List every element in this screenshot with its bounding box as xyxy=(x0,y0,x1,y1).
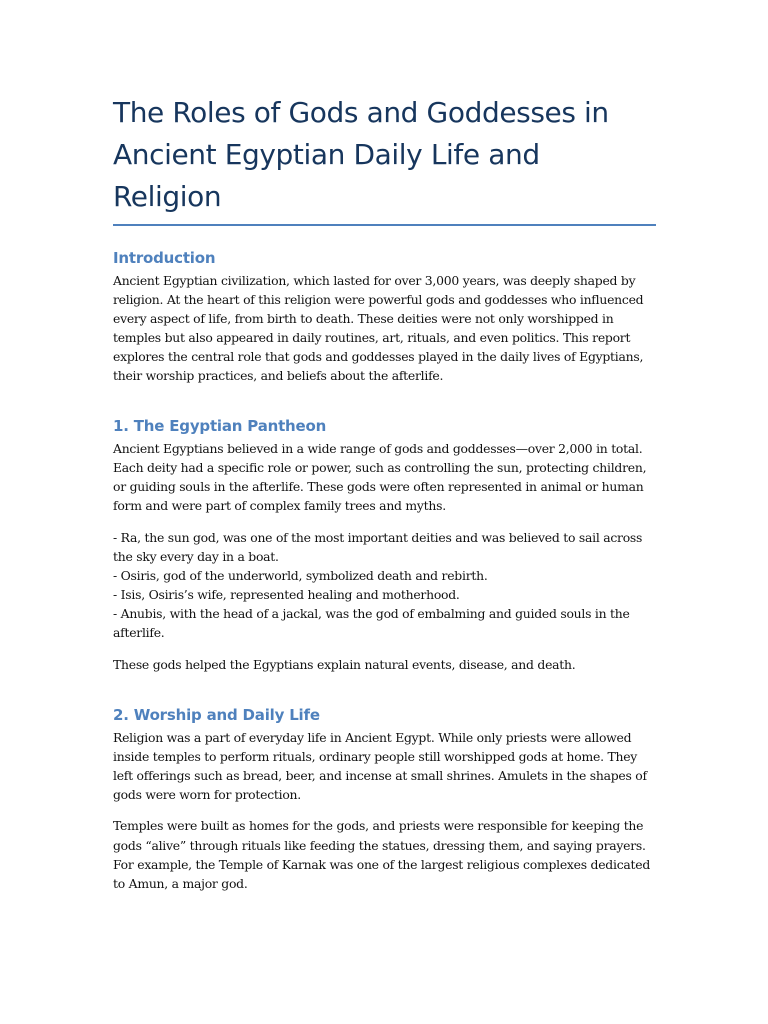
pantheon-paragraph: Ancient Egyptians believed in a wide range of gods and goddesses—over 2,000 in total. Each deity had a specific role or power, such as controlling the sun, protecting children, or guiding souls in the afterlife. These gods were often represented in animal or human form and were part of complex family trees and myths. xyxy=(113,441,647,514)
document-title: The Roles of Gods and Goddesses in Ancient Egyptian Daily Life and Religion xyxy=(113,96,609,213)
section-heading-pantheon: 1. The Egyptian Pantheon xyxy=(113,417,327,436)
section-spacer xyxy=(113,398,656,416)
deity-list-item-anubis: - Anubis, with the head of a jackal, was the god of embalming and guided souls in the afterlife. xyxy=(113,606,630,641)
deity-list-item-ra: - Ra, the sun god, was one of the most important deities and was believed to sail across the sky every day in a boat. xyxy=(113,529,643,565)
deity-list-item-isis: - Isis, Osiris’s wife, represented healing and motherhood. xyxy=(113,587,460,603)
pantheon-closing-paragraph: These gods helped the Egyptians explain natural events, disease, and death. xyxy=(113,657,576,672)
title-underline xyxy=(113,224,656,226)
worship-paragraph-1: Religion was a part of everyday life in Ancient Egypt. While only priests were allowed inside temples to perform rituals, ordinary people still worshipped gods at home. They left offerings such as bread, beer, and incense at small shrines. Amulets in the shapes of gods were worn for protection. xyxy=(113,729,647,802)
document-body xyxy=(113,92,656,905)
section-spacer xyxy=(113,687,656,705)
section-heading-worship: 2. Worship and Daily Life xyxy=(113,705,320,724)
introduction-paragraph: Ancient Egyptian civilization, which lasted for over 3,000 years, was deeply shaped by religion. At the heart of this religion were powerful gods and goddesses who influenced every aspect of life, from birth to death. These deities were not only worshipped in temples but also appeared in daily routines, art, rituals, and even politics. This report explores the central role that gods and goddesses played in the daily lives of Egyptians, their worship practices, and beliefs about the afterlife. xyxy=(113,273,644,384)
worship-paragraph-2: Temples were built as homes for the gods, and priests were responsible for keeping the gods “alive” through rituals like feeding the statues, dressing them, and saying prayers. For example, the Temple of Karnak was one of the largest religious complexes dedicated to Amun, a major god. xyxy=(113,818,651,891)
section-heading-introduction: Introduction xyxy=(113,249,216,267)
deity-list-item-osiris: - Osiris, god of the underworld, symbolized death and rebirth. xyxy=(113,568,488,584)
deity-list xyxy=(113,528,656,643)
